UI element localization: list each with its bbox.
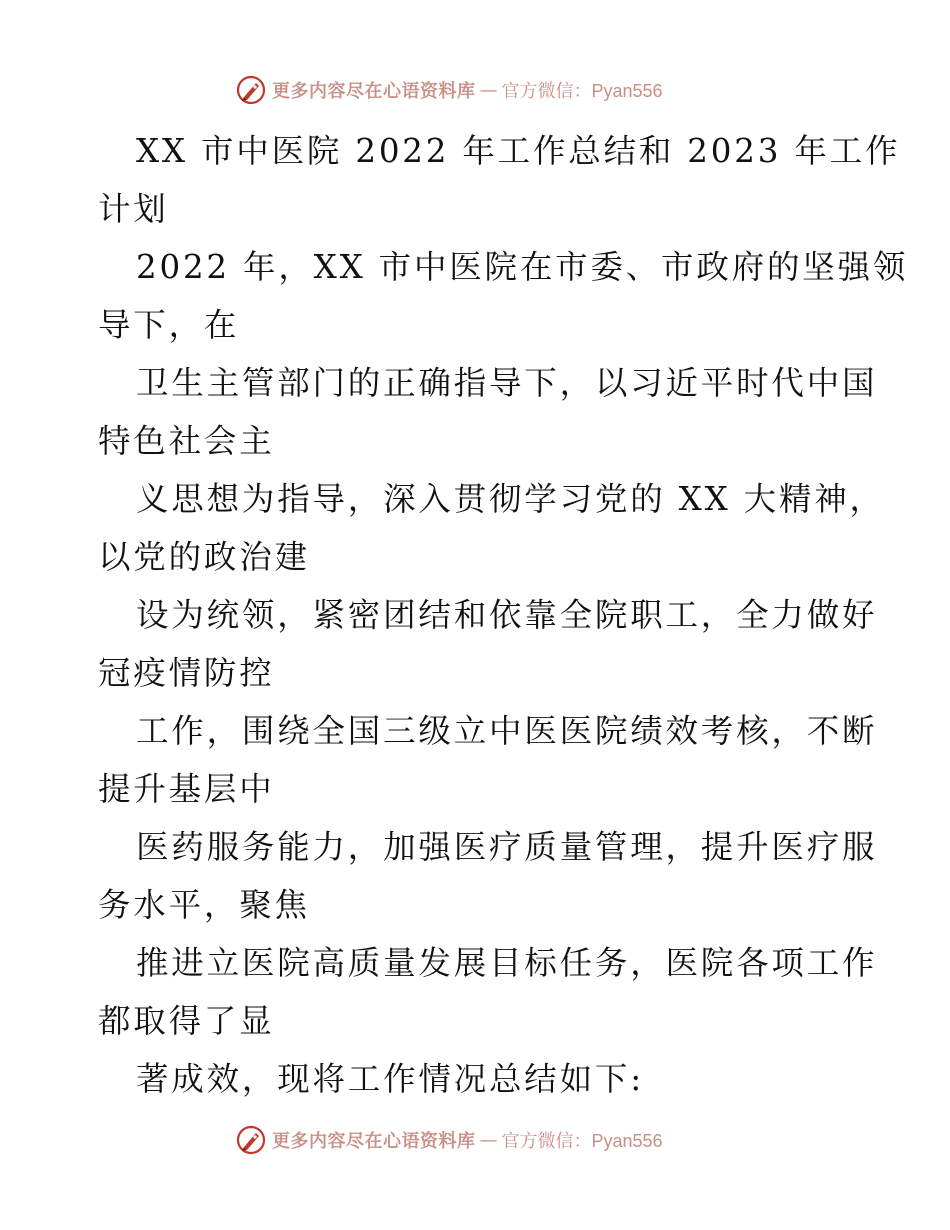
watermark-text: 更多内容尽在心语资料库 [272,1131,476,1152]
document-body [98,122,909,1108]
paragraph-line: 导下，在 [98,306,240,344]
watermark-suffix: 官方微信：Pyan556 [501,81,663,101]
watermark-text: 更多内容尽在心语资料库 [272,81,476,102]
paragraph [98,702,878,818]
paragraph [98,586,878,702]
paragraph [98,1050,858,1108]
paragraph [98,934,878,1050]
paragraph-line: 卫生主管部门的正确指导下，以习近平时代中国 [136,364,878,402]
pen-nib-logo-icon [236,75,266,105]
pen-nib-logo-icon [236,1125,266,1155]
paragraph [98,470,885,586]
watermark-separator: — [479,1129,498,1151]
paragraph-line: 设为统领，紧密团结和依靠全院职工，全力做好 [136,596,878,634]
watermark-separator: — [479,79,498,101]
paragraph-line: 以党的政治建 [98,538,310,576]
paragraph-line: 特色社会主 [98,422,275,460]
paragraph-line: 工作，围绕全国三级立中医医院绩效考核，不断 [136,712,878,750]
paragraph [98,238,909,354]
paragraph-title [98,122,901,238]
paragraph-line: 提升基层中 [98,770,275,808]
paragraph-line: 计划 [98,190,169,228]
paragraph-line: 著成效，现将工作情况总结如下: [136,1060,644,1098]
paragraph-line: 义思想为指导，深入贯彻学习党的 XX 大精神， [136,480,885,518]
paragraph [98,354,878,470]
paragraph-line: XX 市中医院 2022 年工作总结和 2023 年工作 [136,132,901,170]
paragraph-line: 务水平，聚焦 [98,886,310,924]
watermark-suffix: 官方微信：Pyan556 [501,1131,663,1151]
paragraph-line: 医药服务能力，加强医疗质量管理，提升医疗服 [136,828,878,866]
header-watermark [236,72,663,108]
paragraph-line: 推进立医院高质量发展目标任务，医院各项工作 [136,944,878,982]
paragraph-line: 2022 年，XX 市中医院在市委、市政府的坚强领 [136,248,909,286]
paragraph-line: 都取得了显 [98,1002,275,1040]
footer-watermark [236,1122,663,1158]
paragraph [98,818,878,934]
paragraph-line: 冠疫情防控 [98,654,275,692]
